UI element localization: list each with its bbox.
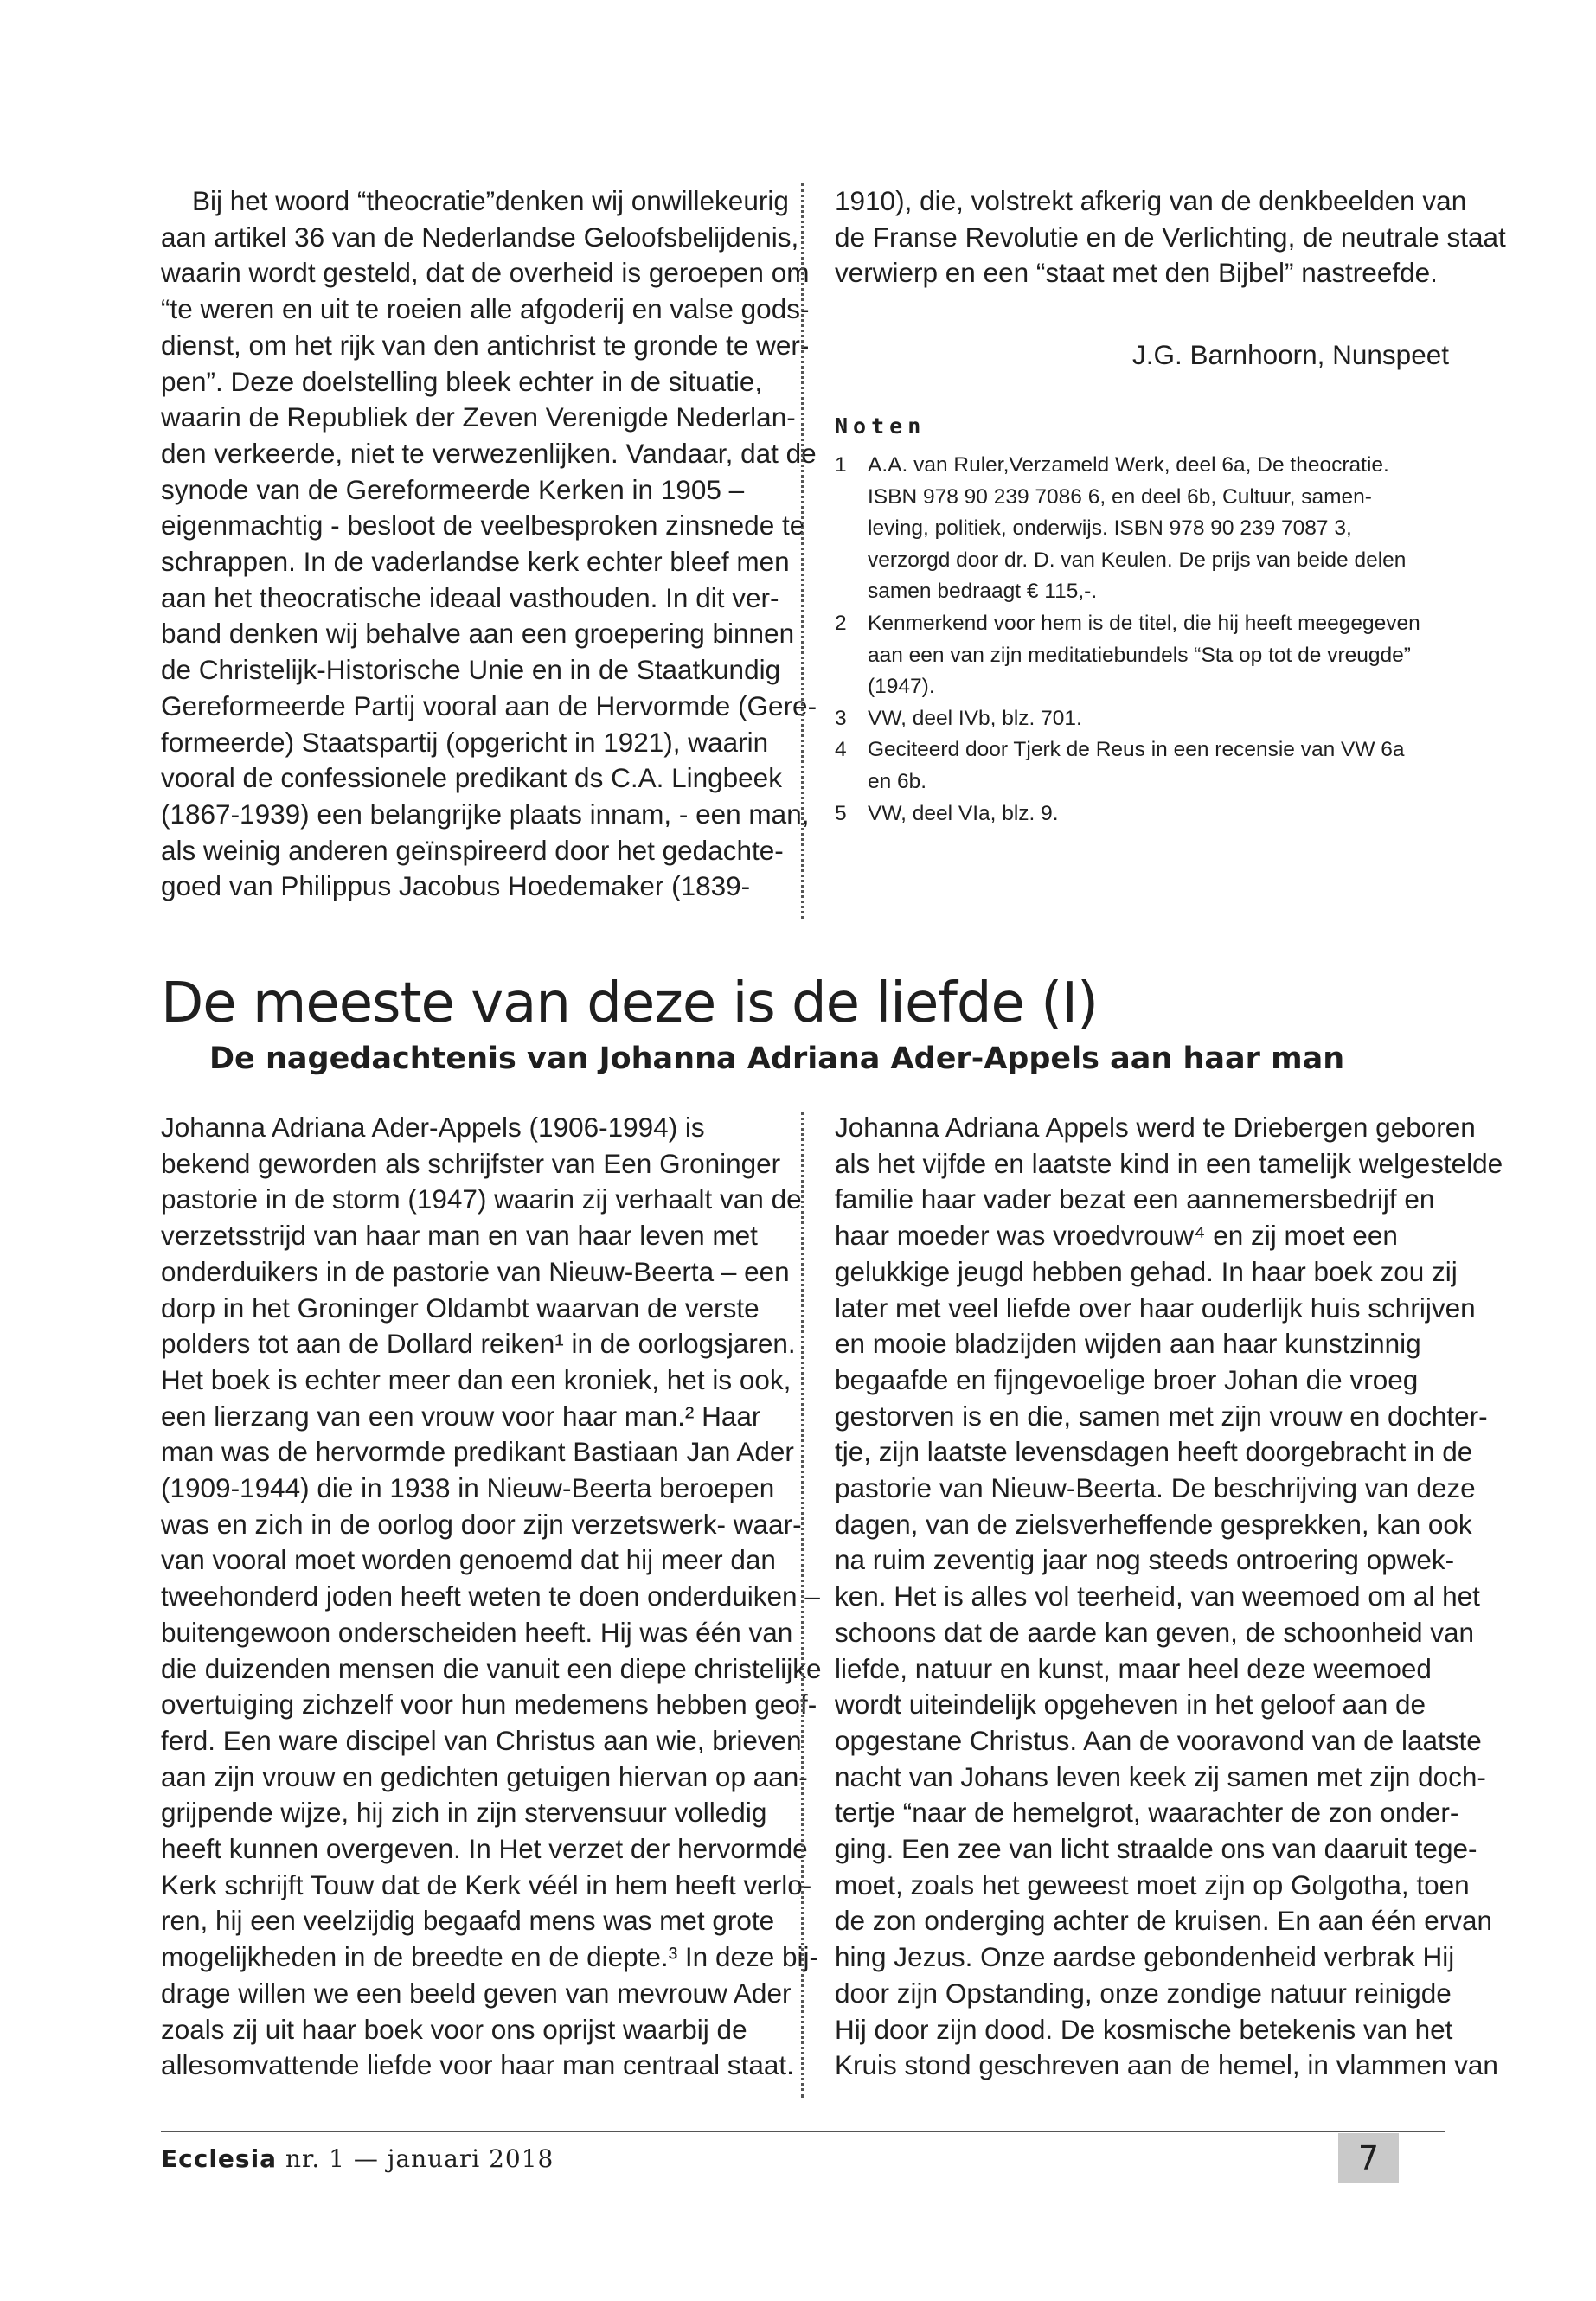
- intro-right-column: [835, 183, 1506, 292]
- text-line: pastorie van Nieuw-Beerta. De beschrijving van deze: [835, 1472, 1476, 1504]
- column-divider-article: [801, 1112, 804, 2098]
- text-line: (1909-1944) die in 1938 in Nieuw-Beerta beroepen: [161, 1472, 775, 1504]
- text-line: ken. Het is alles vol teerheid, van weemoed om al het: [835, 1580, 1480, 1612]
- note-line: [835, 734, 1420, 766]
- text-line: dagen, van de zielsverheffende gesprekken, kan ook: [835, 1508, 1472, 1540]
- text-line: Kruis stond geschreven aan de hemel, in vlammen van: [835, 2049, 1498, 2081]
- note-text: VW, deel VIa, blz. 9.: [868, 801, 1059, 825]
- note-text: A.A. van Ruler,Verzameld Werk, deel 6a, De theocratie.: [868, 453, 1389, 477]
- text-line: begaafde en fijngevoelige broer Johan die vroeg: [835, 1363, 1419, 1395]
- note-line: [835, 545, 1420, 577]
- note-text: leving, politiek, onderwijs. ISBN 978 90 239 7087 3,: [868, 516, 1352, 541]
- text-line: tweehonderd joden heeft weten te doen onderduiken –: [161, 1580, 820, 1612]
- article-title: De meeste van deze is de liefde (I): [161, 971, 1098, 1035]
- text-line: drage willen we een beeld geven van mevrouw Ader: [161, 1977, 792, 2009]
- text-line: haar moeder was vroedvrouw⁴ en zij moet een: [835, 1220, 1398, 1252]
- text-line: Gereformeerde Partij vooral aan de Hervormde (Gere-: [161, 689, 817, 721]
- notes-list: [835, 450, 1420, 830]
- notes-heading: Noten: [835, 413, 926, 439]
- text-line: Hij door zijn dood. De kosmische betekenis van het: [835, 2013, 1453, 2045]
- text-line: familie haar vader bezat een aannemersbedrijf en: [835, 1183, 1435, 1215]
- note-number: 2: [835, 611, 847, 635]
- text-line: synode van de Gereformeerde Kerken in 1905 –: [161, 473, 745, 505]
- note-text: Geciteerd door Tjerk de Reus in een recensie van VW 6a: [868, 738, 1405, 762]
- text-line: van vooral moet worden genoemd dat hij meer dan: [161, 1544, 776, 1576]
- note-line: [835, 576, 1420, 608]
- footer: [161, 2142, 554, 2176]
- text-line: verzetsstrijd van haar man en van haar leven met: [161, 1220, 758, 1252]
- text-line: aan het theocratische ideaal vasthouden. In dit ver-: [161, 581, 779, 613]
- text-line: den verkeerde, niet te verwezenlijken. Vandaar, dat de: [161, 437, 817, 469]
- text-line: opgestane Christus. Aan de vooravond van de laatste: [835, 1724, 1482, 1756]
- text-line: verwierp en een “staat met den Bijbel” nastreefde.: [835, 257, 1438, 289]
- text-line: als het vijfde en laatste kind in een tamelijk welgestelde: [835, 1147, 1503, 1179]
- note-number: 3: [835, 706, 847, 730]
- text-line: man was de hervormde predikant Bastiaan Jan Ader: [161, 1436, 794, 1468]
- text-line: “te weren en uit te roeien alle afgoderij en valse gods-: [161, 293, 810, 325]
- text-line: hing Jezus. Onze aardse gebondenheid verbrak Hij: [835, 1941, 1455, 1973]
- magazine-name: Ecclesia: [161, 2144, 278, 2173]
- text-line: goed van Philippus Jacobus Hoedemaker (1839-: [161, 870, 751, 902]
- note-line: [835, 798, 1420, 830]
- text-line: Bij het woord “theocratie”denken wij onwillekeurig: [192, 185, 789, 216]
- text-line: tertje “naar de hemelgrot, waarachter de zon onder-: [835, 1797, 1459, 1829]
- text-line: bekend geworden als schrijfster van Een Groninger: [161, 1147, 781, 1179]
- text-line: pen”. Deze doelstelling bleek echter in de situatie,: [161, 365, 763, 397]
- text-line: tje, zijn laatste levensdagen heeft doorgebracht in de: [835, 1436, 1473, 1468]
- text-line: liefde, natuur en kunst, maar heel deze weemoed: [835, 1652, 1432, 1684]
- text-line: allesomvattende liefde voor haar man centraal staat.: [161, 2049, 794, 2081]
- text-line: na ruim zeventig jaar nog steeds ontroering opwek-: [835, 1544, 1455, 1576]
- text-line: band denken wij behalve aan een groepering binnen: [161, 618, 795, 650]
- text-line: 1910), die, volstrekt afkerig van de denkbeelden van: [835, 185, 1467, 216]
- text-line: de zon onderging achter de kruisen. En aan één ervan: [835, 1905, 1493, 1937]
- text-line: vooral de confessionele predikant ds C.A. Lingbeek: [161, 762, 782, 794]
- text-line: mogelijkheden in de breedte en de diepte.³ In deze bij-: [161, 1941, 819, 1973]
- note-line: [835, 640, 1420, 672]
- text-line: waarin de Republiek der Zeven Verenigde Nederlan-: [161, 401, 796, 433]
- note-line: [835, 450, 1420, 482]
- text-line: Kerk schrijft Touw dat de Kerk véél in hem heeft verlo-: [161, 1868, 812, 1900]
- text-line: de Franse Revolutie en de Verlichting, de neutrale staat: [835, 221, 1506, 253]
- text-line: eigenmachtig - besloot de veelbesproken zinsnede te: [161, 510, 805, 542]
- note-text: aan een van zijn meditatiebundels “Sta op tot de vreugde”: [868, 643, 1411, 667]
- note-number: 5: [835, 801, 847, 825]
- note-text: VW, deel IVb, blz. 701.: [868, 706, 1082, 730]
- text-line: aan zijn vrouw en gedichten getuigen hiervan op aan-: [161, 1760, 808, 1792]
- text-line: ging. Een zee van licht straalde ons van daaruit tege-: [835, 1833, 1477, 1865]
- note-number: 1: [835, 453, 847, 477]
- text-line: dienst, om het rijk van den antichrist te gronde te wer-: [161, 329, 810, 361]
- text-line: wordt uiteindelijk opgeheven in het geloof aan de: [835, 1689, 1426, 1721]
- article-left-column: [161, 1110, 822, 2084]
- intro-left-column: [161, 183, 817, 905]
- text-line: de Christelijk-Historische Unie en in de Staatkundig: [161, 654, 781, 686]
- text-line: schrappen. In de vaderlandse kerk echter bleef men: [161, 546, 790, 578]
- note-line: [835, 703, 1420, 735]
- text-line: dorp in het Groninger Oldambt waarvan de verste: [161, 1292, 760, 1324]
- text-line: moet, zoals het geweest moet zijn op Golgotha, toen: [835, 1868, 1470, 1900]
- note-text: (1947).: [868, 675, 935, 699]
- text-line: buitengewoon onderscheiden heeft. Hij was één van: [161, 1616, 793, 1648]
- article-subtitle: De nagedachtenis van Johanna Adriana Ader-Appels aan haar man: [209, 1042, 1345, 1076]
- note-text: ISBN 978 90 239 7086 6, en deel 6b, Cultuur, samen-: [868, 484, 1372, 509]
- text-line: gestorven is en die, samen met zijn vrouw en dochter-: [835, 1400, 1488, 1432]
- column-divider-top: [801, 183, 804, 919]
- note-text: samen bedraagt € 115,-.: [868, 580, 1098, 604]
- text-line: en mooie bladzijden wijden aan haar kunstzinnig: [835, 1328, 1421, 1360]
- text-line: schoons dat de aarde kan geven, de schoonheid van: [835, 1616, 1475, 1648]
- text-line: als weinig anderen geïnspireerd door het gedachte-: [161, 834, 784, 866]
- text-line: die duizenden mensen die vanuit een diepe christelijke: [161, 1652, 822, 1684]
- text-line: ren, hij een veelzijdig begaafd mens was met grote: [161, 1905, 775, 1937]
- text-line: Johanna Adriana Ader-Appels (1906-1994) is: [161, 1112, 705, 1143]
- text-line: waarin wordt gesteld, dat de overheid is geroepen om: [161, 257, 810, 289]
- note-line: [835, 608, 1420, 640]
- note-line: [835, 513, 1420, 545]
- article-right-column: [835, 1110, 1503, 2084]
- text-line: overtuiging zichzelf voor hun medemens hebben geof-: [161, 1689, 817, 1721]
- note-line: [835, 482, 1420, 514]
- note-number: 4: [835, 738, 847, 762]
- text-line: heeft kunnen overgeven. In Het verzet der hervormde: [161, 1833, 808, 1865]
- text-line: onderduikers in de pastorie van Nieuw-Beerta – een: [161, 1255, 790, 1287]
- text-line: later met veel liefde over haar ouderlijk huis schrijven: [835, 1292, 1476, 1324]
- text-line: grijpende wijze, hij zich in zijn stervensuur volledig: [161, 1797, 767, 1829]
- text-line: ferd. Een ware discipel van Christus aan wie, brieven: [161, 1724, 802, 1756]
- text-line: gelukkige jeugd hebben gehad. In haar boek zou zij: [835, 1255, 1458, 1287]
- page-number: 7: [1338, 2133, 1399, 2183]
- text-line: aan artikel 36 van de Nederlandse Geloofsbelijdenis,: [161, 221, 799, 253]
- text-line: een lierzang van een vrouw voor haar man.² Haar: [161, 1400, 761, 1432]
- text-line: nacht van Johans leven keek zij samen met zijn doch-: [835, 1760, 1486, 1792]
- text-line: Johanna Adriana Appels werd te Driebergen geboren: [835, 1112, 1476, 1143]
- note-line: [835, 766, 1420, 798]
- text-line: pastorie in de storm (1947) waarin zij verhaalt van de: [161, 1183, 802, 1215]
- text-line: formeerde) Staatspartij (opgericht in 1921), waarin: [161, 726, 769, 758]
- text-line: (1867-1939) een belangrijke plaats innam, - een man,: [161, 798, 810, 830]
- issue-info: nr. 1 — januari 2018: [285, 2144, 554, 2173]
- note-text: Kenmerkend voor hem is de titel, die hij heeft meegegeven: [868, 611, 1420, 635]
- text-line: Het boek is echter meer dan een kroniek, het is ook,: [161, 1363, 792, 1395]
- text-line: zoals zij uit haar boek voor ons oprijst waarbij de: [161, 2013, 747, 2045]
- author-signature: J.G. Barnhoorn, Nunspeet: [1132, 339, 1449, 370]
- note-line: [835, 671, 1420, 703]
- text-line: door zijn Opstanding, onze zondige natuur reinigde: [835, 1977, 1452, 2009]
- text-line: was en zich in de oorlog door zijn verzetswerk- waar-: [161, 1508, 802, 1540]
- text-line: polders tot aan de Dollard reiken¹ in de oorlogsjaren.: [161, 1328, 796, 1360]
- note-text: en 6b.: [868, 769, 927, 793]
- note-text: verzorgd door dr. D. van Keulen. De prijs van beide delen: [868, 548, 1407, 572]
- footer-rule: [161, 2131, 1445, 2132]
